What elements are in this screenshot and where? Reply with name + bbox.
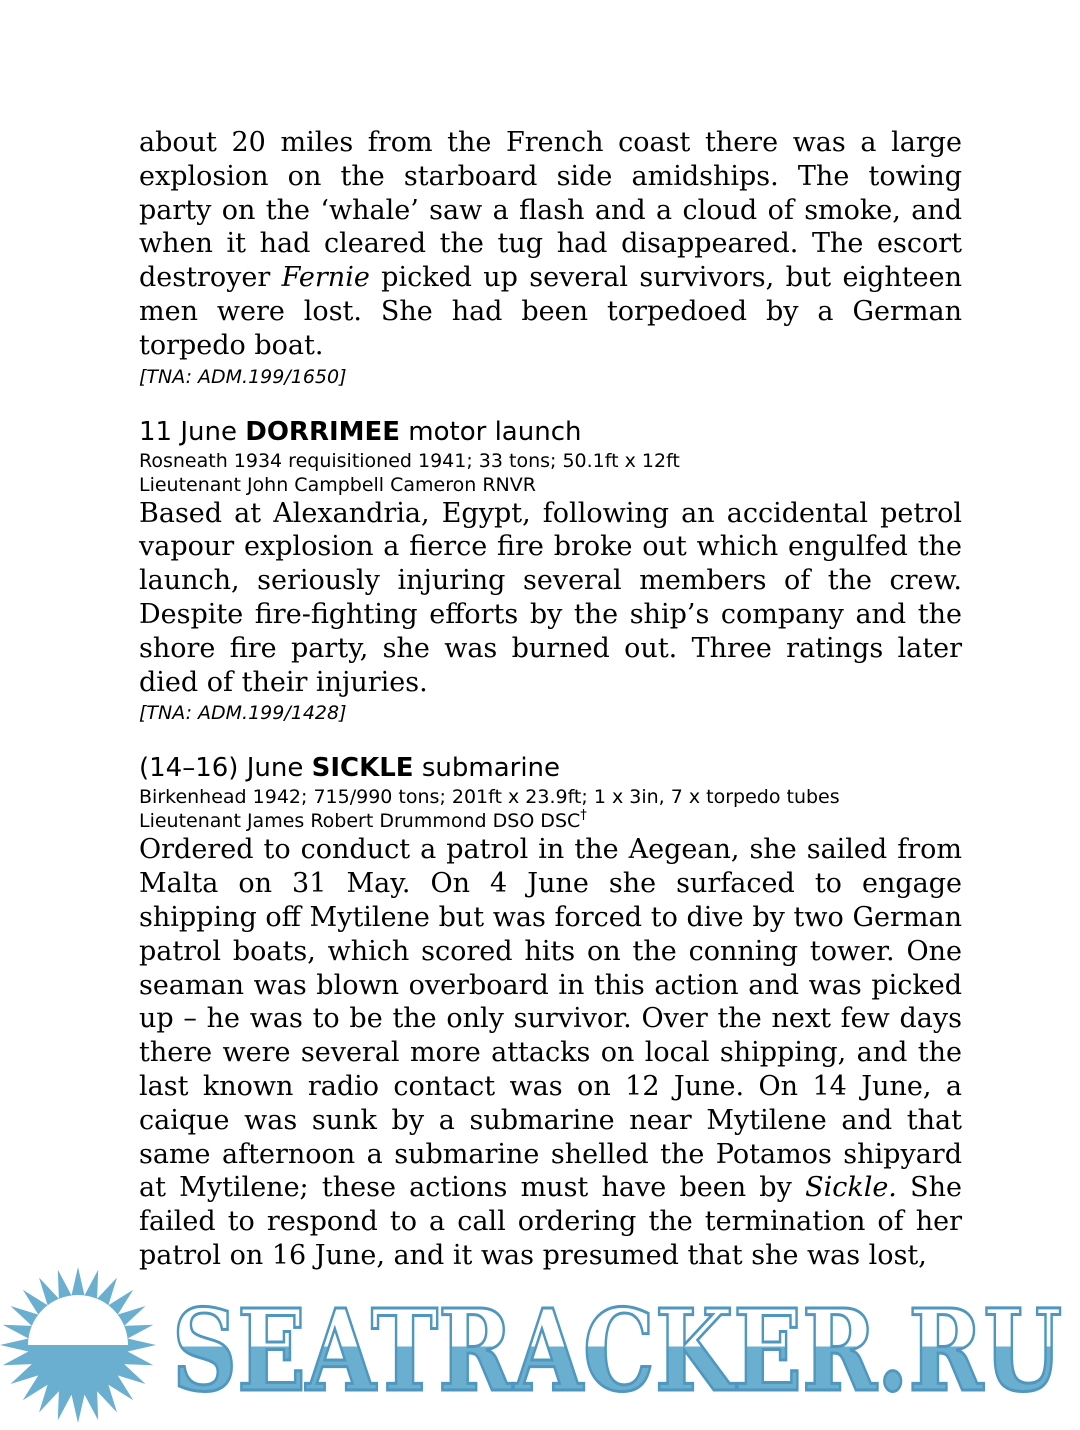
intro-text-end: picked up several survivors, but eighteen men were lost. She had been torpedoed by a German torpedo boat. xyxy=(139,262,963,361)
entry-ship-name: SICKLE xyxy=(311,753,414,784)
intro-section xyxy=(139,126,962,389)
entry-text-start: Ordered to conduct a patrol in the Aegean, she sailed from Malta on 31 May. On 4 June she surfaced to engage shipping off Mytilene but was forced to dive by two German patrol boats, which scored hits on the conning tower. One seaman was blown overboard in this action and was picked up – he was to be the only survivor. Over the next few days there were several more attacks on local shipping, and the last known radio contact was on 12 June. On 14 June, a caique was sunk by a submarine near Mytilene and that same afternoon a submarine shelled the Potamos shipyard at Mytilene; these actions must have been by xyxy=(139,834,962,1204)
entry-dorrimee xyxy=(139,415,962,726)
seatracker-watermark xyxy=(0,1265,1080,1425)
watermark-graphic xyxy=(0,1265,1080,1425)
entry-ship-name-italic: Sickle. xyxy=(805,1172,897,1204)
entry-sickle xyxy=(139,751,962,1272)
entry-specification: Rosneath 1934 requisitioned 1941; 33 tons; 50.1ft x 12ft xyxy=(139,449,680,472)
entry-paragraph xyxy=(139,833,962,1272)
document-page xyxy=(139,126,962,1273)
entry-commander-name: Lieutenant James Robert Drummond DSO DSC xyxy=(139,810,581,833)
entry-text-start: Based at Alexandria, Egypt, following an accidental petrol vapour explosion a fierce fire broke out which engulfed the launch, seriously injuring several members of the crew. Despite fire-fighting efforts by the ship’s company and the shore fire party, she was burned out. Three ratings later died of their injuries. xyxy=(139,497,962,698)
intro-paragraph xyxy=(139,126,962,363)
watermark-text: SEATRACKER.RU xyxy=(172,1286,1062,1417)
entry-commander-name: Lieutenant John Campbell Cameron RNVR xyxy=(139,473,536,496)
intro-text-start: about 20 miles from the French coast there was a large explosion on the starboard side amidships. The towing party on the ‘whale’ saw a flash and a cloud of smoke, and when it had cleared the tug had disappeared. The escort destroyer xyxy=(139,127,962,294)
intro-source-reference: [TNA: ADM.199/1650] xyxy=(139,365,347,388)
entry-specification: Birkenhead 1942; 715/990 tons; 201ft x 23.9ft; 1 x 3in, 7 x torpedo tubes xyxy=(139,786,840,809)
sun-logo-icon xyxy=(0,1267,156,1423)
entry-date: (14–16) June xyxy=(139,753,312,784)
entry-ship-type: submarine xyxy=(413,753,561,784)
entry-commander-mark: † xyxy=(580,808,587,824)
intro-ship-name: Fernie xyxy=(281,262,370,294)
entry-heading xyxy=(139,751,962,785)
entry-heading xyxy=(139,415,962,449)
entry-ship-name: DORRIMEE xyxy=(245,416,401,447)
entry-commander xyxy=(139,473,962,497)
entry-date: 11 June xyxy=(139,416,246,447)
entry-paragraph xyxy=(139,497,962,700)
entry-commander xyxy=(139,809,962,833)
entry-ship-type: motor launch xyxy=(400,416,582,447)
entry-source-reference: [TNA: ADM.199/1428] xyxy=(139,702,347,725)
entry-text-end: She failed to respond to a call ordering the termination of her patrol on 16 June, and it was presumed that she was lost, xyxy=(139,1172,962,1271)
